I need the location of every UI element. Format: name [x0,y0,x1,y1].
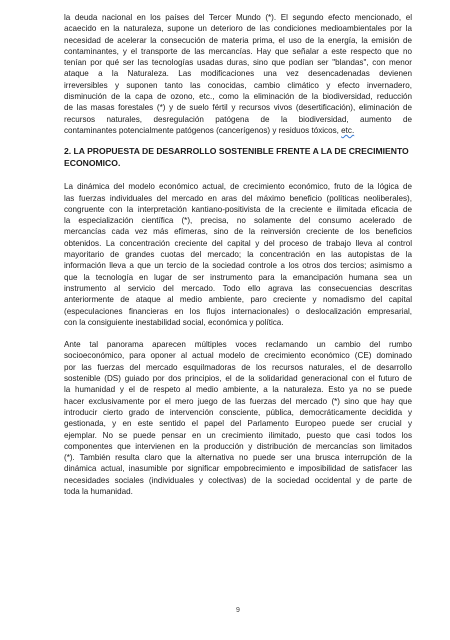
text-line: que la tecnología en lugar de ser instrumento para la emancipación humana sea un [64,272,412,282]
text-line: las fuerzas individuales del mercado en aras del máximo beneficio (políticas neoliberales), [64,193,412,203]
spellcheck-word: etc. [341,125,355,135]
text-line: necesidad de acelerar la consecución de materia prima, el uso de la energía, la emisión de [64,35,412,45]
paragraph-2 [64,181,412,328]
text-line: disminución de la capa de ozono, etc., como la eliminación de la biodiversidad, reducción [64,92,412,102]
heading-line: 2. LA PROPUESTA DE DESARROLLO SOSTENIBLE FRENTE A LA DE CRECIMIENTO [64,146,409,157]
text-line: con la consiguiente inestabilidad social, económica y política. [64,317,284,327]
text-line: de las masas forestales (*) y de suelo fértil y recursos vivos (desertificación), eliminación de [64,103,412,113]
text-line: irreversibles y suponen tanto las conocidas, cambio climático y efecto invernadero, [64,80,412,90]
text-line: necesidades sociales (individuales y colectivas) de la sociedad occidental y de parte de [64,475,412,485]
text-line: Ante tal panorama aparecen múltiples voces reclamando un cambio del rumbo [64,340,412,350]
text-line: socioeconómico, para oponer al actual modelo de crecimiento económico (CE) dominado [64,351,412,361]
text-line: la humanidad y el de respeto al medio ambiente, a la naturaleza. Esto ya no se puede [64,385,412,395]
paragraph-1 [64,12,412,136]
text-line: mayoritario de grandes cuotas del mercado; la concentración en las autopistas de la [64,250,412,260]
text-line: gestionada, y en este sentido el papel del Parlamento Europeo puede ser crucial y [64,419,412,429]
text-line: componentes que intervienen en la producción y distribución de mercancías son limitados [64,441,412,451]
text-line: acaecido en la naturaleza, supone un deterioro de las condiciones medioambientales por la [64,24,412,34]
text-line: La dinámica del modelo económico actual, de crecimiento económico, fruto de la lógica de [64,182,412,192]
text-line [64,125,412,136]
text-line: ataque a la Naturaleza. Las modificaciones una vez desencadenadas devienen [64,69,412,79]
text-line: mercancías cada vez más efímeras, sino de la reinversión creciente de los beneficios [64,227,412,237]
text-line: toda la humanidad. [64,486,133,496]
text-line: (*). También resulta claro que la alternativa no puede ser una brusca interrupción de la [64,453,412,463]
text-line: (especulaciones financieras en los flujos internacionales) o deslocalización empresarial, [64,306,412,316]
text-line: obtenidos. La concentración creciente del capital y del proceso de trabajo lleva al control [64,238,412,248]
text-line: ejemplar. No se puede pensar en un crecimiento ilimitado, puesto que casi todos los [64,430,412,440]
text-line: sostenible (DS) guiado por dos principios, el de la solidaridad generacional con el futuro de [64,374,412,384]
text-line: la deuda nacional en los países del Tercer Mundo (*). El segundo efecto mencionado, el [64,13,412,22]
text-line: dinámica actual, inasumible por significar empobrecimiento e imposibilidad de satisfacer las [64,464,412,474]
page-number: 9 [236,607,240,614]
heading-line: ECONOMICO. [64,157,121,168]
text-line: contaminantes, y el transporte de las mercancías. Hay que señalar a este respecto que no [64,46,412,56]
text-line: instrumento al servicio del mercado. Todo ello agrava las consecuencias descritas [64,283,412,293]
text-line: anteriormente de ataque al medio ambiente, paro creciente y nomadismo del capital [64,295,412,305]
section-heading [64,146,412,169]
text-line: por las fuerzas del mercado esquilmadoras de los recursos naturales, el de desarrollo [64,362,412,372]
text-line: información lleva a que un tercio de la sociedad controle a los otros dos tercios; asimismo a [64,261,412,271]
text-fragment: contaminantes potencialmente patógenos (cancerígenos) y residuos tóxicos, [64,125,342,135]
text-line: la especialización científica (*), precisa, no solamente del consumo acelerado de [64,216,412,226]
text-line: recursos naturales, desregulación patógena de la biodiversidad, aumento de [64,114,412,124]
text-line: introducir cierto grado de intervención consciente, pública, democráticamente decidida y [64,407,412,417]
text-line: hacer exclusivamente por el mero juego de las fuerzas del mercado (*) sino que hay que [64,396,412,406]
text-line: congruente con la interpretación kantiano-positivista de la creciente e ilimitada eficacia de [64,204,412,214]
paragraph-3 [64,339,412,497]
text-line: tenían por qué ser las tecnologías usadas duras, sino que podían ser "blandas", con menor [64,58,412,68]
